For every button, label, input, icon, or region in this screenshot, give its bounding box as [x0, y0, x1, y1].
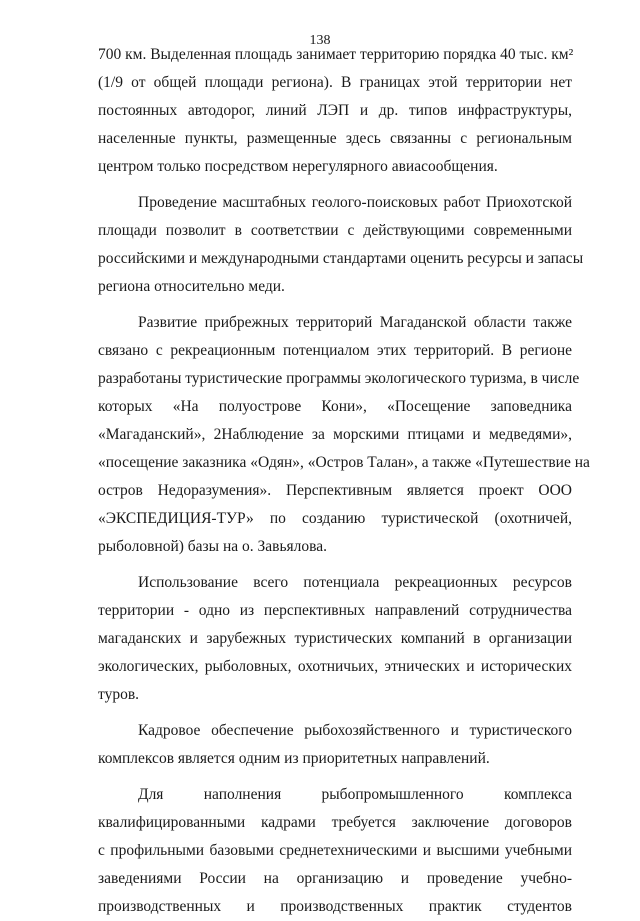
paragraph-3	[98, 309, 590, 561]
text-line: (1/9 от общей площади региона). В границах этой территории нет	[98, 74, 572, 91]
text-line: 700 км. Выделенная площадь занимает территорию порядка 40 тыс. км²	[98, 46, 574, 63]
text-line: Кадровое обеспечение рыбохозяйственного и туристического	[138, 722, 572, 739]
text-line: туров.	[98, 686, 140, 703]
text-line: связано с рекреационным потенциалом этих территорий. В регионе	[98, 342, 572, 359]
text-line: которых «На полуострове Кони», «Посещение заповедника	[98, 398, 572, 415]
text-line: комплексов является одним из приоритетных направлений.	[98, 750, 490, 767]
page-number: 138	[309, 33, 331, 48]
text-line: с профильными базовыми среднетехническими и высшими учебными	[98, 842, 572, 859]
text-line: постоянных автодорог, линий ЛЭП и др. типов инфраструктуры,	[98, 102, 572, 119]
text-line: площади позволит в соответствии с действующими современными	[98, 222, 572, 239]
text-line: территории - одно из перспективных направлений сотрудничества	[98, 602, 572, 619]
text-line: населенные пункты, размещенные здесь связанны с региональным	[98, 130, 572, 147]
paragraph-1	[98, 41, 572, 181]
paragraph-5	[98, 717, 572, 773]
text-line: квалифицированными кадрами требуется заключение договоров	[98, 814, 572, 831]
text-line: Использование всего потенциала рекреационных ресурсов	[138, 574, 572, 591]
text-line: «ЭКСПЕДИЦИЯ-ТУР» по созданию туристической (охотничей,	[98, 510, 572, 527]
text-line: рыболовной) базы на о. Завьялова.	[98, 538, 328, 555]
text-line: заведениями России на организацию и проведение учебно-	[98, 870, 572, 887]
text-line: региона относительно меди.	[98, 278, 285, 295]
text-line: Развитие прибрежных территорий Магаданской области также	[138, 314, 572, 331]
text-line: Для наполнения рыбопромышленного комплекса	[138, 786, 572, 803]
paragraph-6	[98, 781, 572, 921]
paragraph-2	[98, 189, 584, 301]
text-line: «Магаданский», 2Наблюдение за морскими птицами и медведями»,	[98, 426, 572, 443]
text-line: «посещение заказника «Одян», «Остров Талан», а также «Путешествие на	[98, 454, 590, 471]
text-line: экологических, рыболовных, охотничьих, этнических и исторических	[98, 658, 572, 675]
text-line: российскими и международными стандартами оценить ресурсы и запасы	[98, 250, 584, 267]
text-line: разработаны туристические программы экологического туризма, в числе	[98, 370, 580, 387]
document-body	[98, 41, 590, 921]
paragraph-4	[98, 569, 572, 709]
text-line: магаданских и зарубежных туристических компаний в организации	[98, 630, 572, 647]
text-line: центром только посредством нерегулярного авиасообщения.	[98, 158, 498, 175]
text-line: Проведение масштабных геолого-поисковых работ Приохотской	[138, 194, 572, 211]
text-line: остров Недоразумения». Перспективным является проект ООО	[98, 482, 572, 499]
text-line: производственных и производственных практик студентов	[98, 898, 572, 915]
